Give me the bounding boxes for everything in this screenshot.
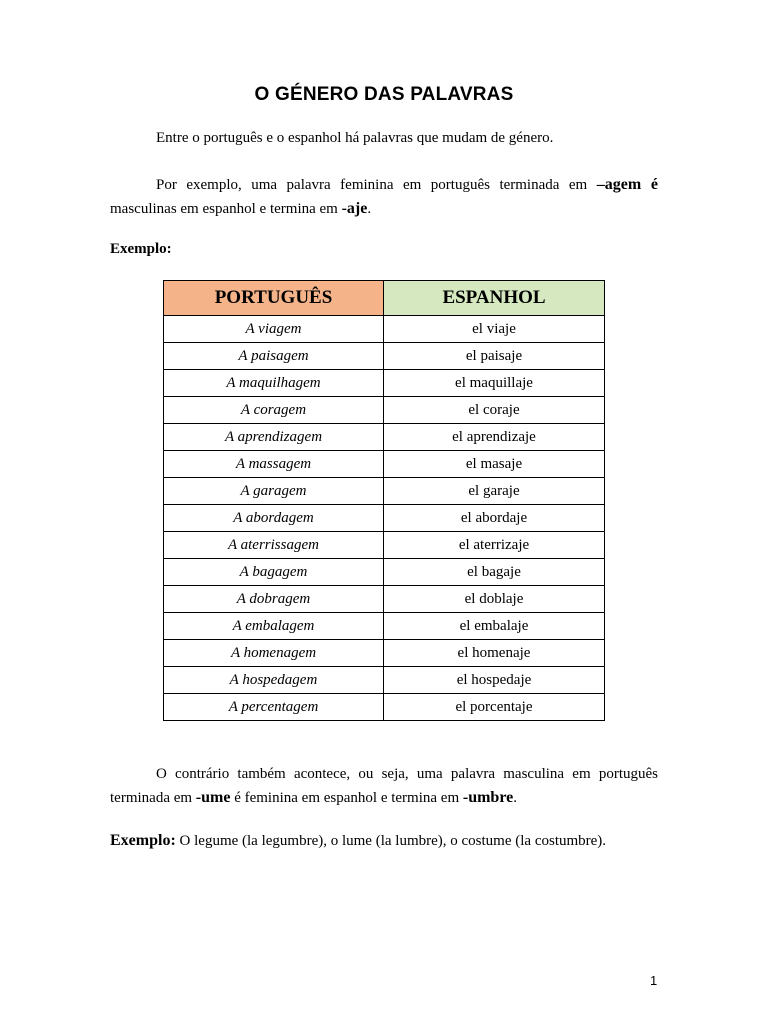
cell-espanhol: el hospedaje [384, 667, 605, 694]
cell-portugues: A dobragem [164, 586, 384, 613]
cell-portugues: A paisagem [164, 343, 384, 370]
cell-portugues: A maquilhagem [164, 370, 384, 397]
page-title: O GÉNERO DAS PALAVRAS [254, 84, 514, 105]
cell-espanhol: el maquillaje [384, 370, 605, 397]
rule1-text-2: masculinas em espanhol e termina em [110, 201, 338, 217]
rule-paragraph-1 [110, 173, 658, 221]
rule2-suffix-es: -umbre [462, 789, 514, 806]
table-row [164, 478, 605, 505]
table-row [164, 316, 605, 343]
rule-paragraph-2 [110, 763, 658, 810]
example-2-text: O legume (la legumbre), o lume (la lumbre), o costume (la costumbre). [179, 833, 607, 849]
table-row [164, 532, 605, 559]
cell-espanhol: el doblaje [384, 586, 605, 613]
table-row [164, 451, 605, 478]
cell-portugues: A coragem [164, 397, 384, 424]
table-row [164, 586, 605, 613]
page-number: 1 [650, 973, 658, 988]
intro-paragraph: Entre o português e o espanhol há palavras que mudam de género. [156, 130, 554, 146]
cell-portugues: A bagagem [164, 559, 384, 586]
rule2-text-1: O contrário também acontece, ou seja, uma palavra masculina em português terminada em [110, 766, 658, 806]
rule2-end: . [513, 790, 517, 806]
rule1-suffix-pt: –agem é [596, 176, 659, 193]
rule2-suffix-pt: -ume [195, 789, 231, 806]
words-table [163, 280, 605, 721]
table-row [164, 613, 605, 640]
table-header-row [164, 281, 605, 316]
cell-espanhol: el homenaje [384, 640, 605, 667]
table-row [164, 424, 605, 451]
header-portugues: PORTUGUÊS [164, 281, 384, 316]
cell-espanhol: el aprendizaje [384, 424, 605, 451]
example-2-label: Exemplo: [110, 832, 176, 849]
rule2-text-2: é feminina em espanhol e termina em [234, 790, 460, 806]
cell-espanhol: el embalaje [384, 613, 605, 640]
cell-espanhol: el coraje [384, 397, 605, 424]
cell-portugues: A percentagem [164, 694, 384, 721]
table-row [164, 694, 605, 721]
cell-espanhol: el masaje [384, 451, 605, 478]
cell-espanhol: el porcentaje [384, 694, 605, 721]
cell-portugues: A aprendizagem [164, 424, 384, 451]
cell-espanhol: el paisaje [384, 343, 605, 370]
cell-espanhol: el bagaje [384, 559, 605, 586]
table-row [164, 343, 605, 370]
cell-portugues: A aterrissagem [164, 532, 384, 559]
table-row [164, 640, 605, 667]
cell-espanhol: el garaje [384, 478, 605, 505]
cell-portugues: A abordagem [164, 505, 384, 532]
cell-portugues: A viagem [164, 316, 384, 343]
cell-portugues: A hospedagem [164, 667, 384, 694]
cell-portugues: A homenagem [164, 640, 384, 667]
cell-espanhol: el aterrizaje [384, 532, 605, 559]
table-row [164, 397, 605, 424]
rule1-suffix-es: -aje [341, 200, 368, 217]
header-espanhol: ESPANHOL [384, 281, 605, 316]
example-2-paragraph [110, 829, 658, 853]
rule1-text-1: Por exemplo, uma palavra feminina em português terminada em [156, 177, 588, 193]
example-label: Exemplo: [110, 241, 172, 257]
cell-portugues: A massagem [164, 451, 384, 478]
table-row [164, 559, 605, 586]
cell-espanhol: el abordaje [384, 505, 605, 532]
cell-espanhol: el viaje [384, 316, 605, 343]
table-row [164, 667, 605, 694]
table-row [164, 505, 605, 532]
table-row [164, 370, 605, 397]
cell-portugues: A embalagem [164, 613, 384, 640]
rule1-end: . [367, 201, 372, 217]
cell-portugues: A garagem [164, 478, 384, 505]
